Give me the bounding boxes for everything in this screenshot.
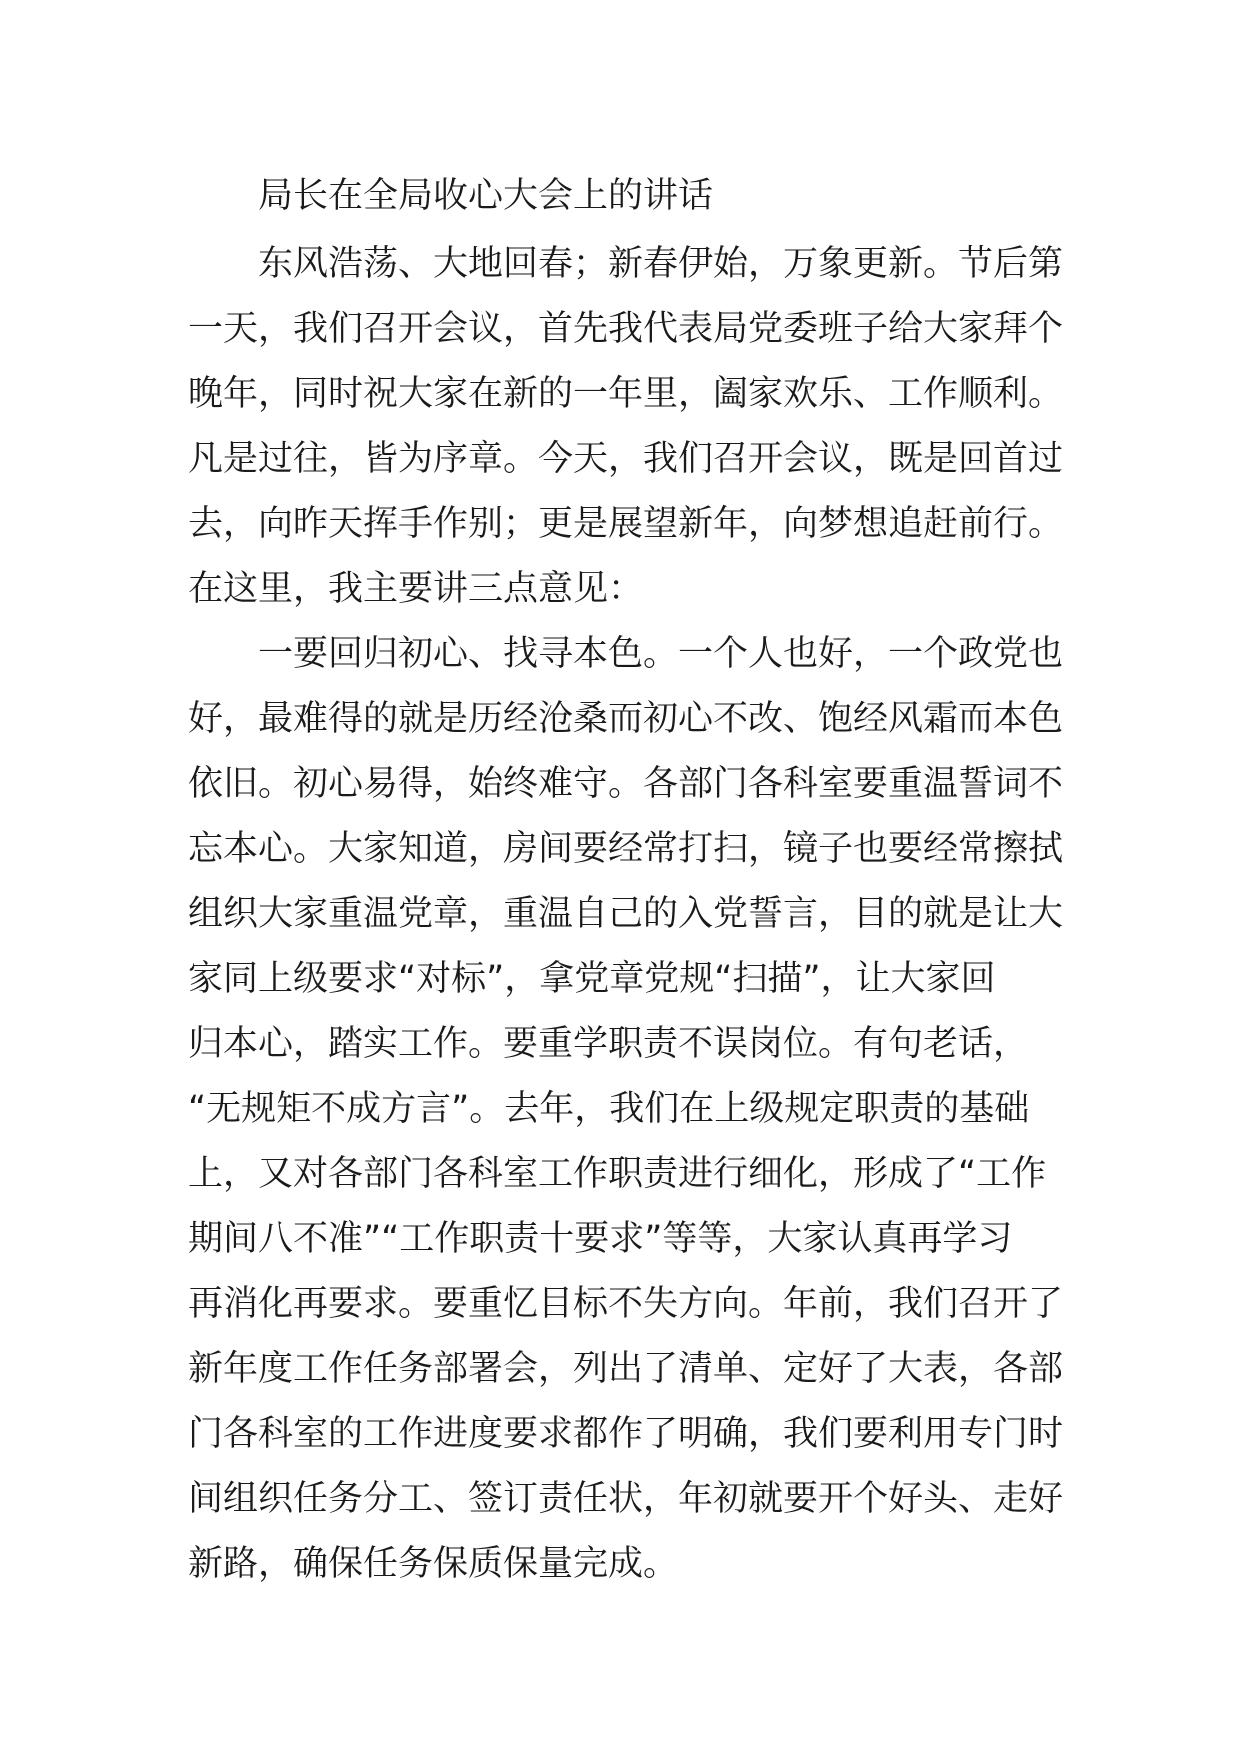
paragraph-line: 上，又对各部门各科室工作职责进行细化，形成了“工作 <box>188 1154 1047 1194</box>
paragraph-line: 再消化再要求。要重忆目标不失方向。年前，我们召开了 <box>188 1284 1064 1324</box>
paragraph-line: 在这里，我主要讲三点意见： <box>188 569 644 609</box>
document-title: 局长在全局收心大会上的讲话 <box>258 176 714 216</box>
paragraph-line: 凡是过往，皆为序章。今天，我们召开会议，既是回首过 <box>188 439 1064 479</box>
paragraph-line: 依旧。初心易得，始终难守。各部门各科室要重温誓词不 <box>188 764 1064 804</box>
paragraph-line: 组织大家重温党章，重温自己的入党誓言，目的就是让大 <box>188 894 1064 934</box>
paragraph-line: “无规矩不成方言”。去年，我们在上级规定职责的基础 <box>188 1089 1030 1129</box>
paragraph-line: 忘本心。大家知道，房间要经常打扫，镜子也要经常擦拭 <box>188 829 1064 869</box>
paragraph-line: 间组织任务分工、签订责任状，年初就要开个好头、走好 <box>188 1479 1064 1519</box>
paragraph-line: 去，向昨天挥手作别；更是展望新年，向梦想追赶前行。 <box>188 504 1064 544</box>
paragraph-line: 期间八不准”“工作职责十要求”等等，大家认真再学习 <box>188 1219 1013 1259</box>
paragraph-line: 好，最难得的就是历经沧桑而初心不改、饱经风霜而本色 <box>188 699 1064 739</box>
paragraph-opening <box>188 232 1068 622</box>
paragraph-line: 一要回归初心、找寻本色。一个人也好，一个政党也 <box>258 634 1064 674</box>
paragraph-line: 东风浩荡、大地回春；新春伊始，万象更新。节后第 <box>258 244 1064 284</box>
document-body <box>188 168 1068 1597</box>
paragraph-line: 门各科室的工作进度要求都作了明确，我们要利用专门时 <box>188 1414 1064 1454</box>
paragraph-point-one <box>188 622 1068 1597</box>
paragraph-line: 晚年，同时祝大家在新的一年里，阖家欢乐、工作顺利。 <box>188 374 1064 414</box>
paragraph-line: 新路，确保任务保质保量完成。 <box>188 1544 679 1584</box>
paragraph-line: 一天，我们召开会议，首先我代表局党委班子给大家拜个 <box>188 309 1064 349</box>
paragraph-line: 家同上级要求“对标”，拿党章党规“扫描”，让大家回 <box>188 959 996 999</box>
paragraph-line: 新年度工作任务部署会，列出了清单、定好了大表，各部 <box>188 1349 1064 1389</box>
paragraph-line: 归本心，踏实工作。要重学职责不误岗位。有句老话， <box>188 1024 1029 1064</box>
